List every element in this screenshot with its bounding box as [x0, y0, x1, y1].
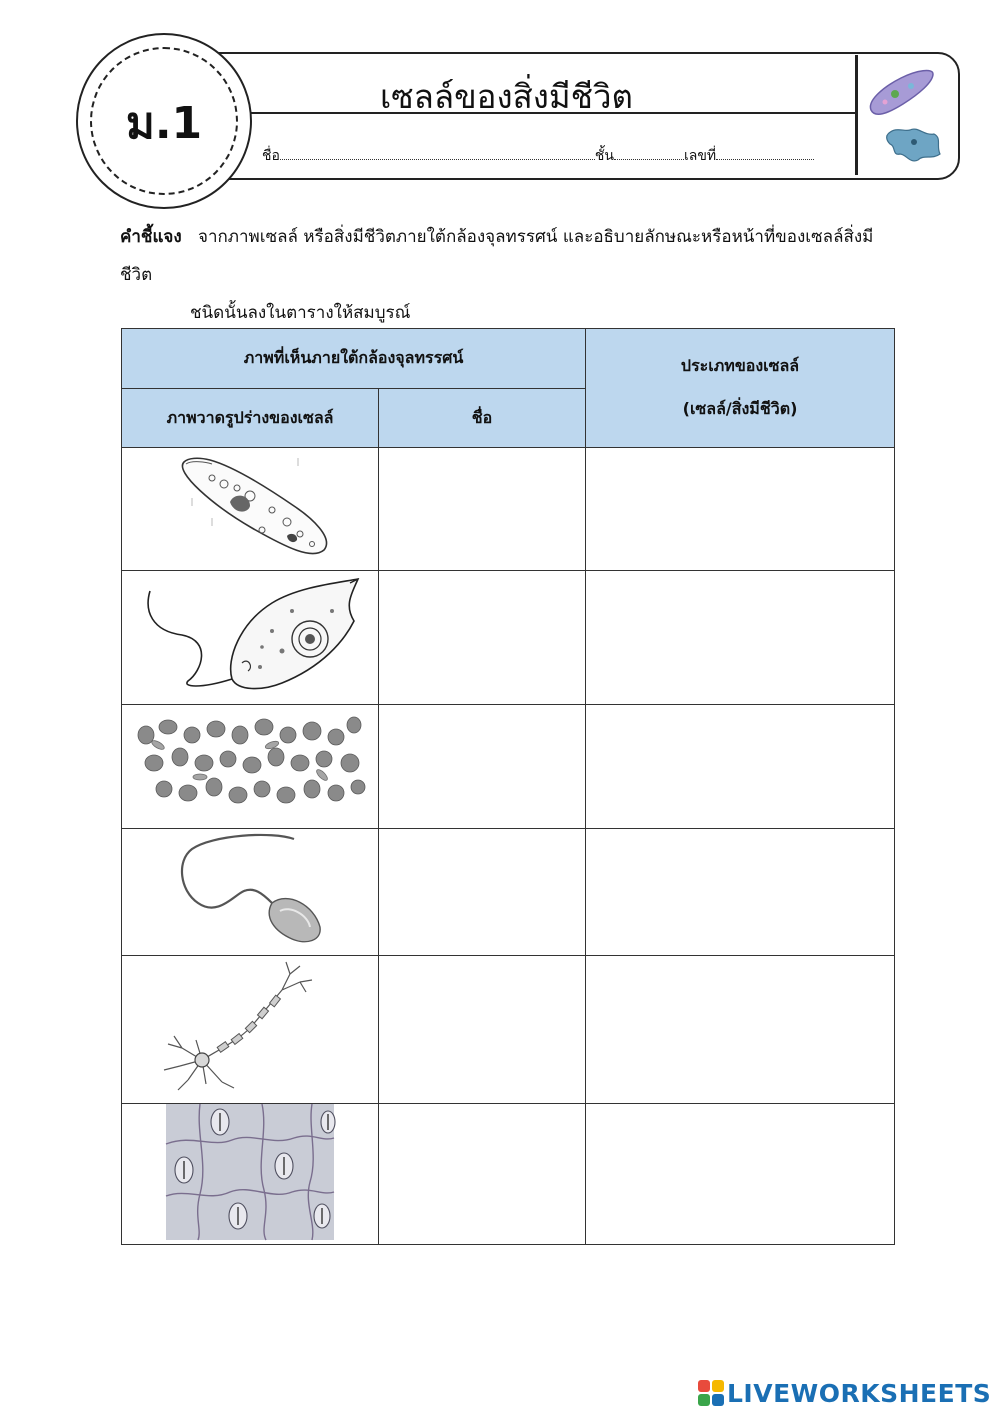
drawing-header: ภาพวาดรูปร่างของเซลล์ [122, 389, 379, 448]
amoeba-color-icon [884, 124, 944, 164]
cell-table [121, 328, 895, 1245]
type-answer-cell[interactable] [586, 448, 895, 571]
drawing-cell [122, 705, 379, 829]
liveworksheets-logo-icon [698, 1380, 724, 1406]
grade-label: ม.1 [125, 98, 203, 149]
paramecium-color-icon [865, 64, 937, 120]
drawing-cell [122, 829, 379, 956]
name-line [262, 145, 814, 167]
type-answer-cell[interactable] [586, 829, 895, 956]
name-answer-cell[interactable] [379, 829, 586, 956]
type-answer-cell[interactable] [586, 1104, 895, 1245]
instructions-line-2: ชนิดนั้นลงในตารางให้สมบูรณ์ [190, 303, 411, 323]
header-divider [855, 55, 858, 175]
type-header [586, 329, 895, 448]
type-answer-cell[interactable] [586, 571, 895, 705]
name-answer-cell[interactable] [379, 956, 586, 1104]
drawing-cell [122, 571, 379, 705]
worksheet-title: เซลล์ของสิ่งมีชีวิต [380, 77, 633, 116]
table-row [122, 1104, 895, 1245]
number-label: เลขที่ [684, 148, 717, 164]
name-label: ชื่อ [262, 148, 280, 164]
liveworksheets-text: LIVEWORKSHEETS [727, 1378, 992, 1408]
table-row [122, 705, 895, 829]
table-row [122, 829, 895, 956]
name-answer-cell[interactable] [379, 1104, 586, 1245]
drawing-cell [122, 956, 379, 1104]
group-header: ภาพที่เห็นภายใต้กล้องจุลทรรศน์ [122, 329, 586, 389]
table-row [122, 448, 895, 571]
paramecium-drawing [122, 448, 379, 570]
name-answer-cell[interactable] [379, 571, 586, 705]
name-answer-cell[interactable] [379, 705, 586, 829]
guard-cells-image [122, 1104, 379, 1244]
table-row [122, 956, 895, 1104]
name-header: ชื่อ [379, 389, 586, 448]
type-header-line-2: (เซลล์/สิ่งมีชีวิต) [682, 399, 798, 418]
type-answer-cell[interactable] [586, 705, 895, 829]
type-answer-cell[interactable] [586, 956, 895, 1104]
instructions [120, 218, 890, 332]
table-row [122, 571, 895, 705]
drawing-cell [122, 1104, 379, 1245]
type-header-line-1: ประเภทของเซลล์ [680, 356, 800, 375]
liveworksheets-watermark [698, 1378, 991, 1408]
euglena-drawing [122, 571, 379, 704]
instructions-label: คำชี้แจง [120, 227, 182, 247]
red-blood-cells-image [122, 705, 379, 828]
neuron-drawing [122, 956, 379, 1103]
name-answer-cell[interactable] [379, 448, 586, 571]
drawing-cell [122, 448, 379, 571]
class-label: ชั้น [594, 148, 614, 164]
sperm-cell-image [122, 829, 379, 955]
instructions-line-1: จากภาพเซลล์ หรือสิ่งมีชีวิตภายใต้กล้องจุลทรรศน์ และอธิบายลักษณะหรือหน้าที่ของเซลล์สิ่งมีชีวิต [120, 227, 874, 285]
